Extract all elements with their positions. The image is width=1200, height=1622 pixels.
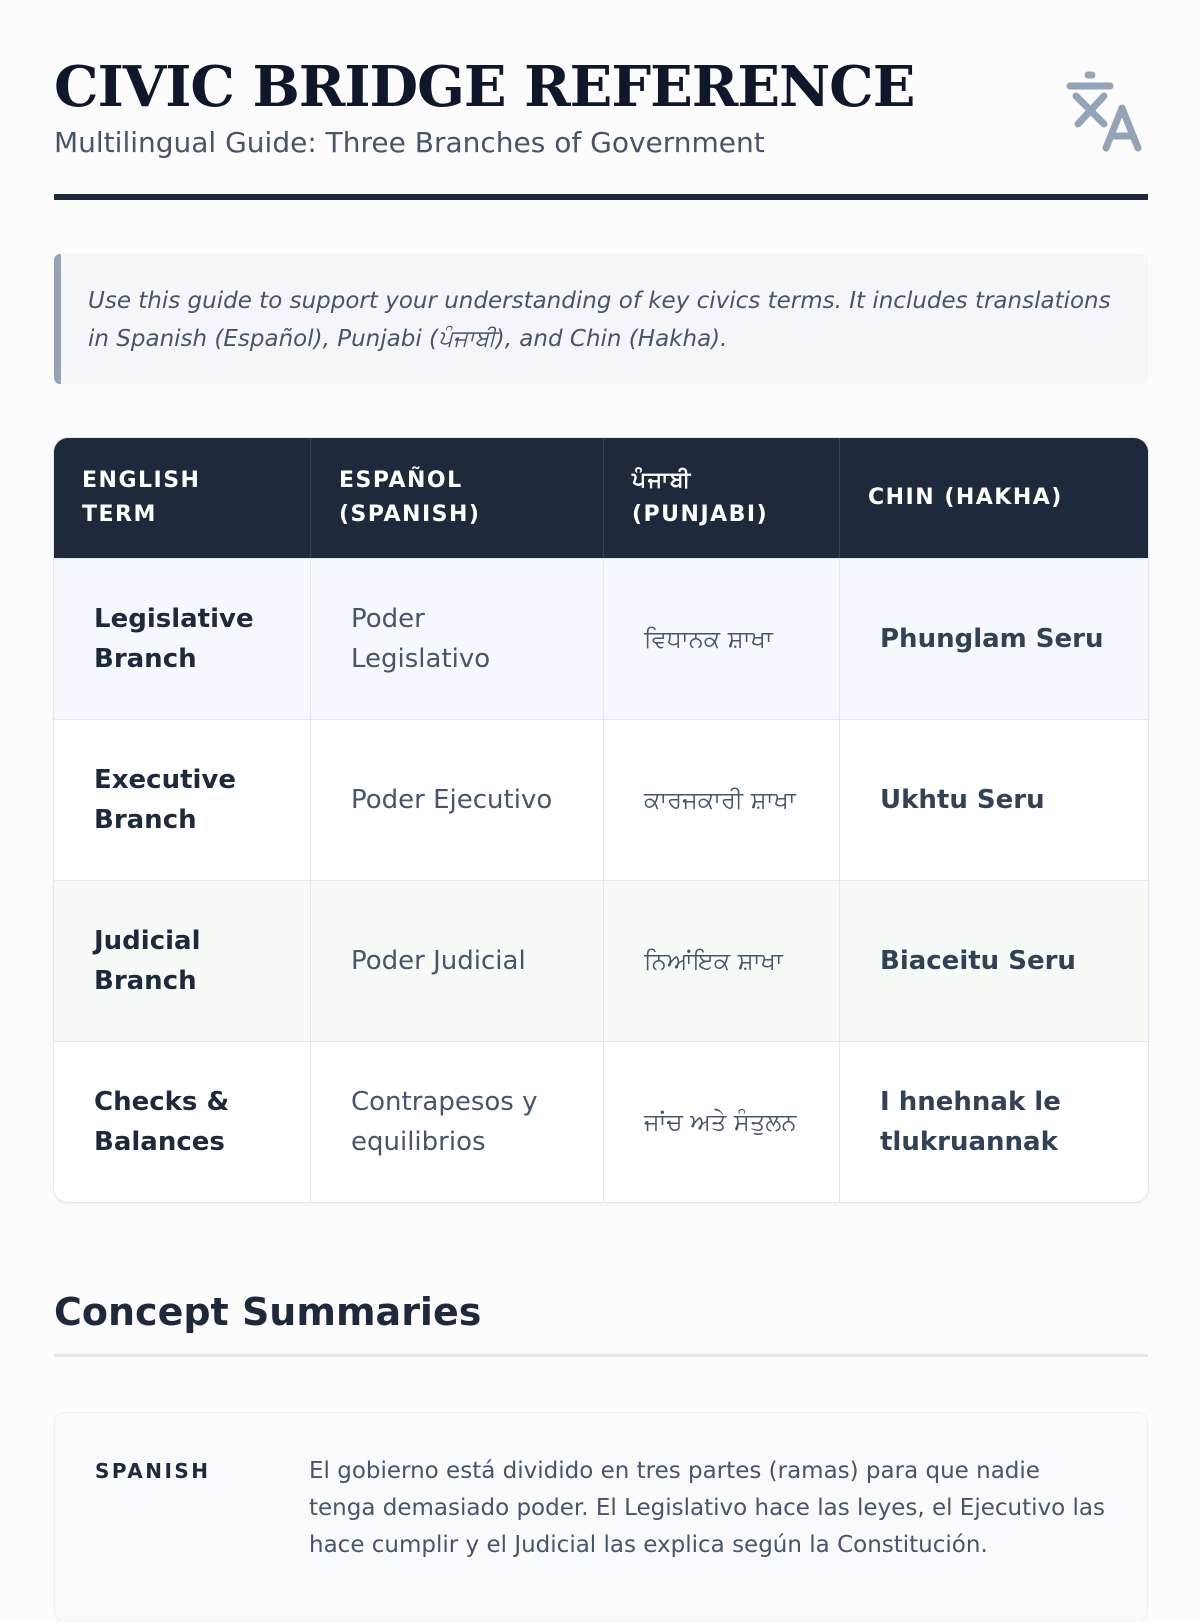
- summary-language-label: SPANISH: [95, 1459, 211, 1483]
- english-term: Checks & Balances: [54, 1041, 311, 1202]
- section-title-concept-summaries: Concept Summaries: [54, 1290, 482, 1334]
- punjabi-term: ਵਿਧਾਨਕ ਸ਼ਾਖਾ: [604, 558, 840, 719]
- summary-card: [54, 1412, 1148, 1622]
- chin-term: Ukhtu Seru: [840, 719, 1148, 880]
- page-subtitle: Multilingual Guide: Three Branches of Government: [54, 126, 765, 159]
- header-spanish: ESPAÑOL (SPANISH): [311, 438, 604, 558]
- spanish-term: Poder Ejecutivo: [311, 719, 604, 880]
- table-row: [54, 719, 1148, 880]
- english-term: Judicial Branch: [54, 880, 311, 1041]
- intro-callout: Use this guide to support your understanding of key civics terms. It includes translations in Spanish (Español), Punjabi (ਪੰਜਾਬੀ), and Chin (Hakha).: [54, 254, 1148, 384]
- header-english: ENGLISH TERM: [54, 438, 311, 558]
- section-divider: [54, 1354, 1148, 1357]
- header-chin: CHIN (HAKHA): [840, 438, 1148, 558]
- table-header-row: [54, 438, 1148, 558]
- spanish-term: Poder Judicial: [311, 880, 604, 1041]
- terms-table: [54, 438, 1148, 1202]
- spanish-term: Contrapesos y equilibrios: [311, 1041, 604, 1202]
- english-term: Legislative Branch: [54, 558, 311, 719]
- header-divider: [54, 194, 1148, 200]
- table-row: [54, 1041, 1148, 1202]
- table-row: [54, 880, 1148, 1041]
- chin-term: Phunglam Seru: [840, 558, 1148, 719]
- table-row: [54, 558, 1148, 719]
- chin-term: I hnehnak le tlukruannak: [840, 1041, 1148, 1202]
- header-punjabi: ਪੰਜਾਬੀ (PUNJABI): [604, 438, 840, 558]
- punjabi-term: ਜਾਂਚ ਅਤੇ ਸੰਤੁਲਨ: [604, 1041, 840, 1202]
- translate-icon: [1066, 70, 1150, 154]
- english-term: Executive Branch: [54, 719, 311, 880]
- chin-term: Biaceitu Seru: [840, 880, 1148, 1041]
- spanish-term: Poder Legislativo: [311, 558, 604, 719]
- page-title: CIVIC BRIDGE REFERENCE: [54, 54, 915, 120]
- punjabi-term: ਕਾਰਜਕਾਰੀ ਸ਼ਾਖਾ: [604, 719, 840, 880]
- summary-text: El gobierno está dividido en tres partes (ramas) para que nadie tenga demasiado poder. El Legislativo hace las leyes, el Ejecutivo las hace cumplir y el Judicial las explica según la Constitución.: [309, 1458, 1105, 1558]
- punjabi-term: ਨਿਆਂਇਕ ਸ਼ਾਖਾ: [604, 880, 840, 1041]
